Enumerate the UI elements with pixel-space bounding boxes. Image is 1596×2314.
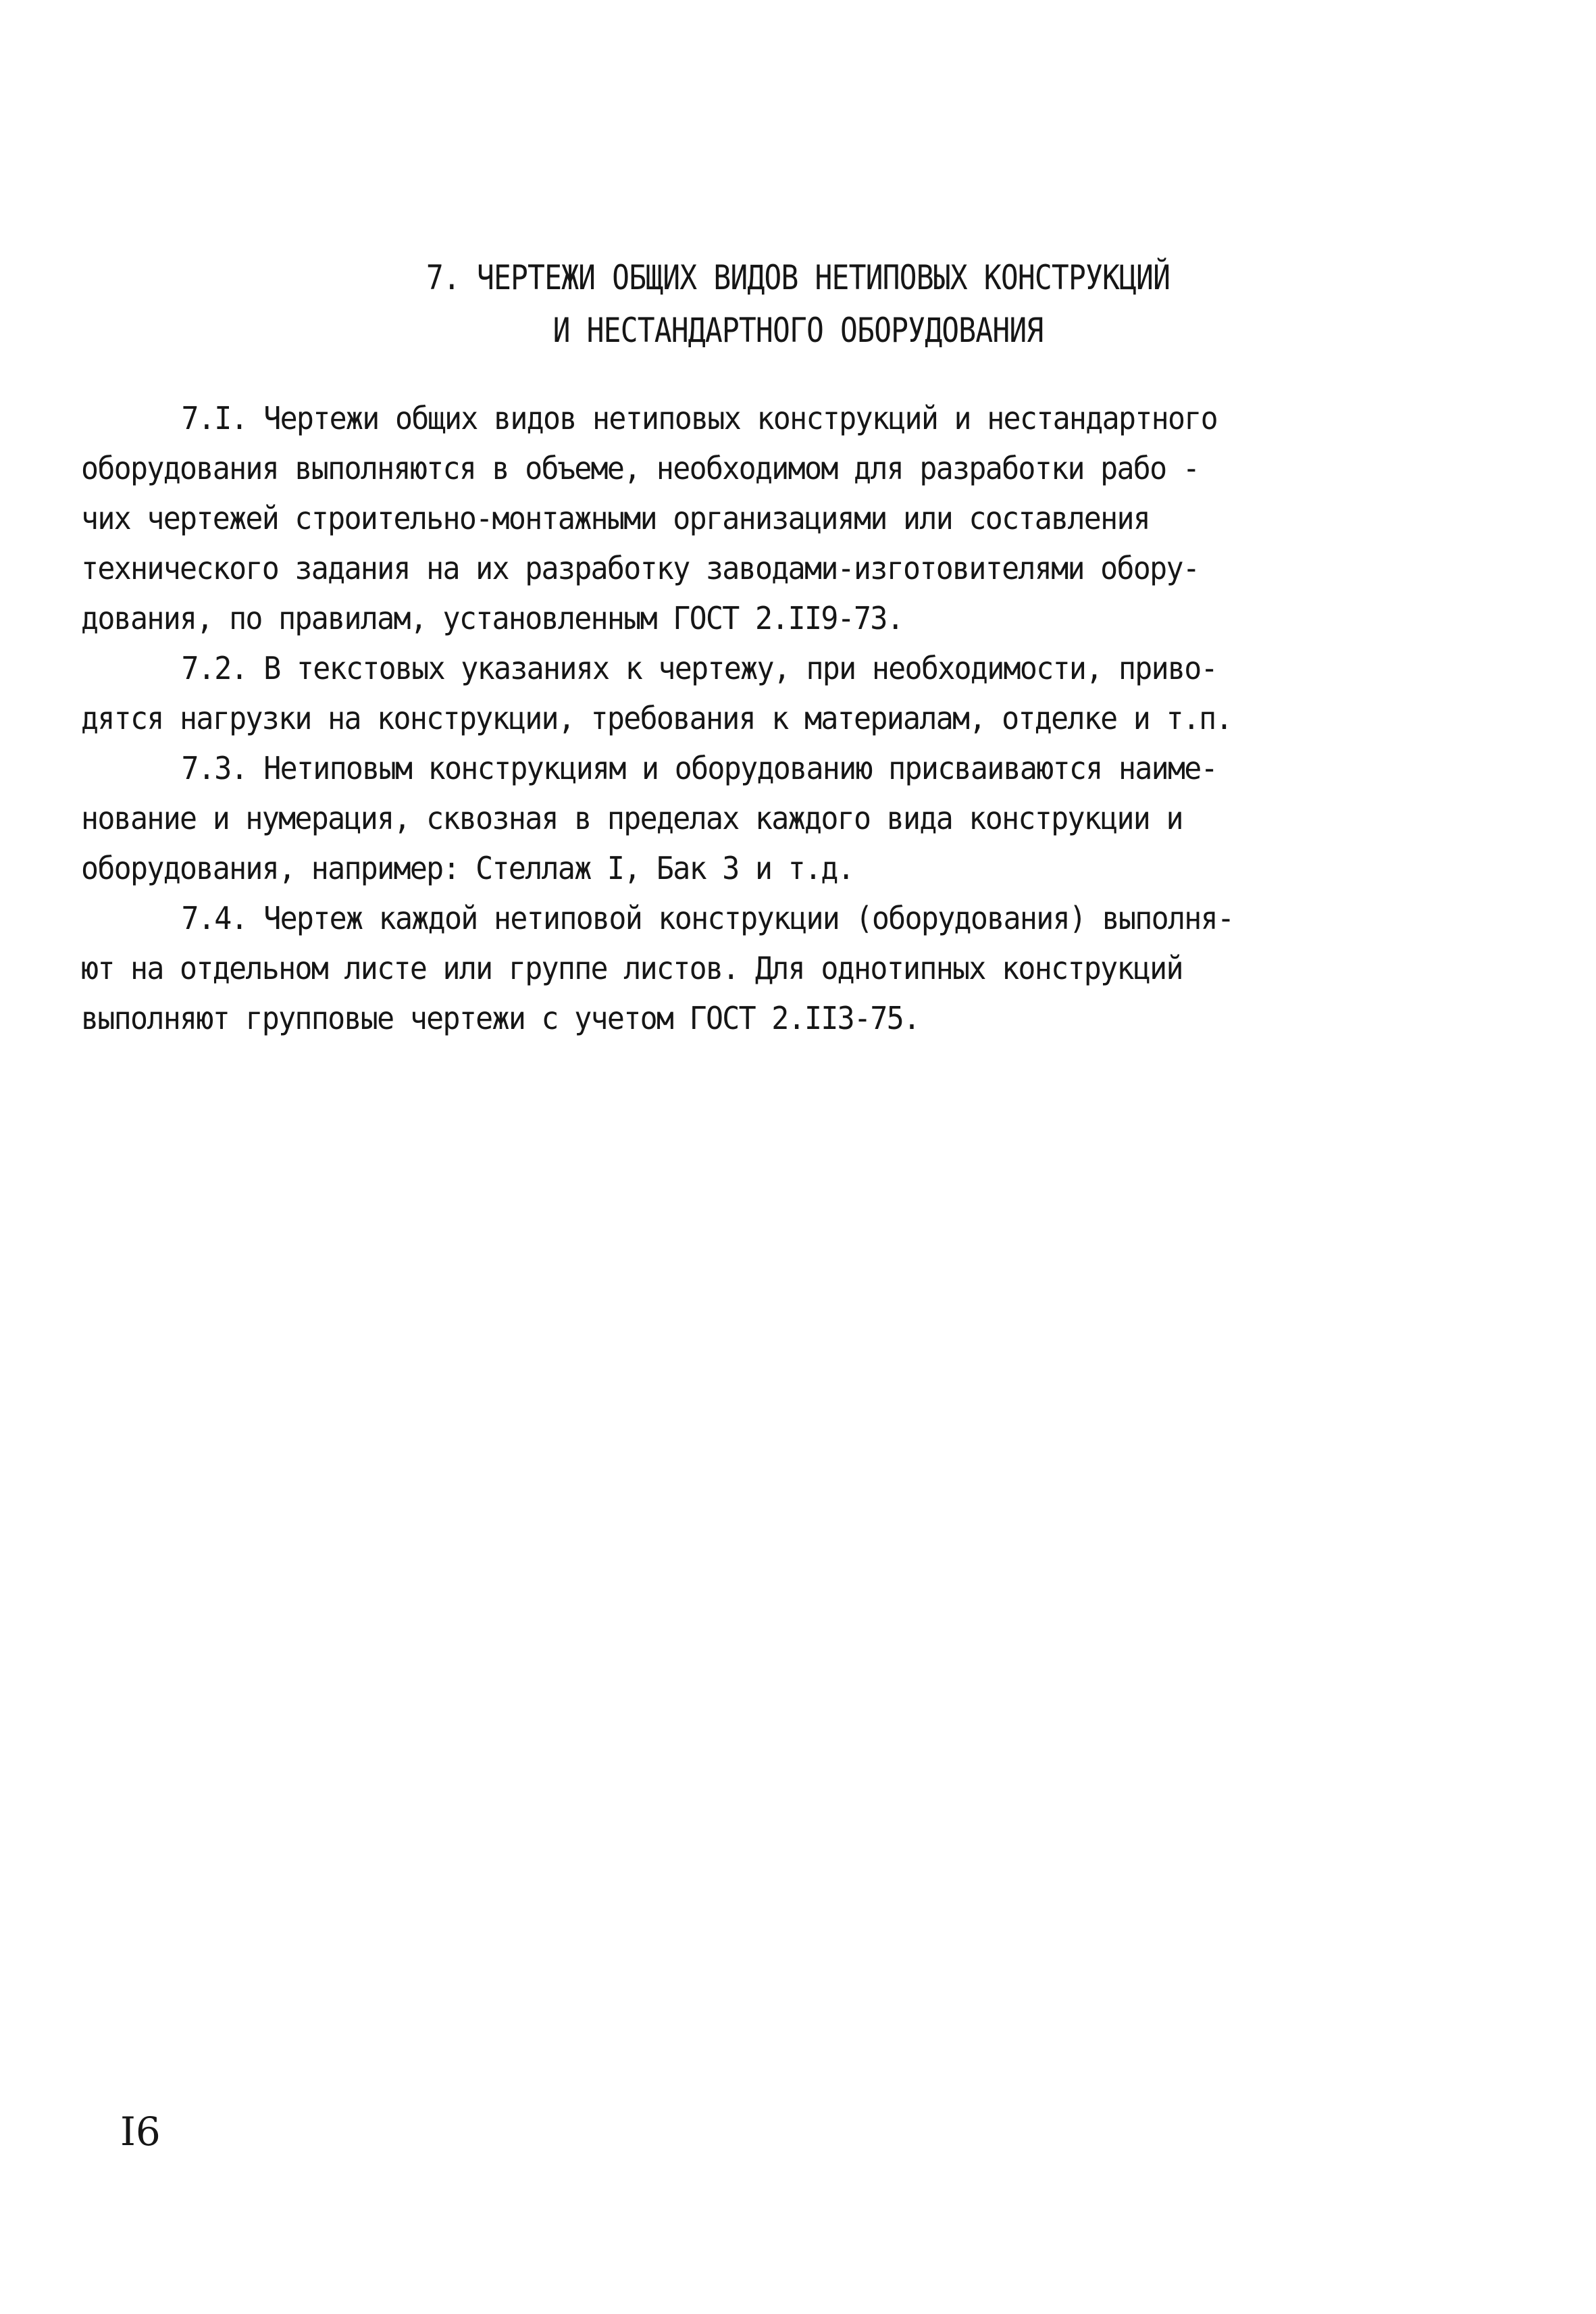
paragraph-7-1-line-5: дования, по правилам, установленным ГОСТ 2.II9-73. (81, 600, 904, 636)
paragraph-7-1-line-3: чих чертежей строительно-монтажными организациями или составления (81, 500, 1150, 536)
paragraph-7-3-line-3: оборудования, например: Стеллаж I, Бак 3 и т.д. (81, 850, 854, 886)
section-title-line-2: И НЕСТАНДАРТНОГО ОБОРУДОВАНИЯ (552, 311, 1044, 350)
page-number: I6 (120, 2109, 161, 2155)
paragraph-7-1-line-2: оборудования выполняются в объеме, необходимом для разработки рабо - (81, 450, 1200, 486)
paragraph-7-2-line-2: дятся нагрузки на конструкции, требования к материалам, отделке и т.п. (81, 700, 1232, 736)
paragraph-7-4-line-2: ют на отдельном листе или группе листов. Для однотипных конструкций (81, 950, 1183, 986)
section-title (111, 251, 1484, 357)
paragraph-7-2-line-1: 7.2. В текстовых указаниях к чертежу, при необходимости, приво- (181, 650, 1217, 686)
paragraph-7-4-line-3: выполняют групповые чертежи с учетом ГОСТ 2.II3-75. (81, 1000, 920, 1036)
paragraph-7-3-line-2: нование и нумерация, сквозная в пределах каждого вида конструкции и (81, 800, 1183, 836)
section-body (81, 393, 1499, 1043)
paragraph-7-4-line-1: 7.4. Чертеж каждой нетиповой конструкции (оборудования) выполня- (181, 900, 1234, 936)
paragraph-7-3-line-1: 7.3. Нетиповым конструкциям и оборудованию присваиваются наиме- (181, 750, 1217, 786)
section-title-line-1: 7. ЧЕРТЕЖИ ОБЩИХ ВИДОВ НЕТИПОВЫХ КОНСТРУКЦИЙ (426, 258, 1170, 297)
paragraph-7-1-line-1: 7.I. Чертежи общих видов нетиповых конструкций и нестандартного (181, 400, 1217, 436)
paragraph-7-1-line-4: технического задания на их разработку заводами-изготовителями обору- (81, 550, 1200, 586)
